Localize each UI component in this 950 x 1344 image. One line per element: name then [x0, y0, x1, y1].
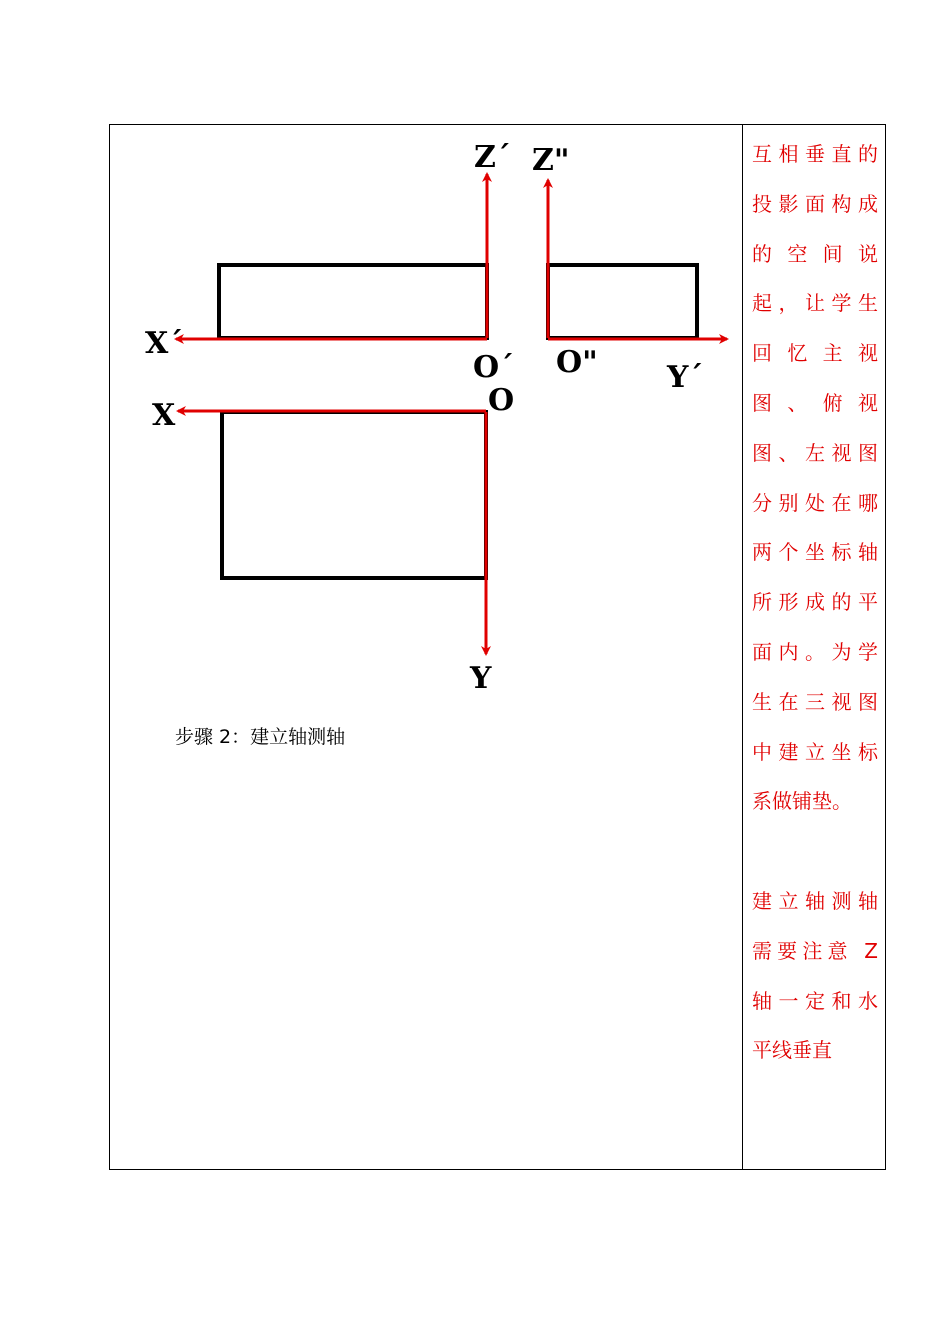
- x-prime-label: X´: [145, 326, 184, 361]
- y-label: Y: [470, 661, 492, 696]
- teaching-notes: [752, 130, 878, 1076]
- note-line: 面内。为学: [752, 639, 878, 664]
- note-line: 所形成的平: [752, 590, 878, 615]
- note-line: 起，让学生: [752, 291, 878, 316]
- note-line: 需要注意 Z: [752, 938, 878, 963]
- note-line: 中建立坐标: [752, 739, 878, 764]
- note-line: 轴一定和水: [752, 988, 878, 1013]
- note-line: 互相垂直的: [752, 142, 878, 166]
- note-line: 回忆主视: [752, 341, 878, 366]
- side-view-rect: [548, 265, 697, 338]
- z-prime-label: Z´: [474, 140, 511, 175]
- note-line: 建立轴测轴: [752, 888, 878, 913]
- top-view-rect: [222, 412, 486, 578]
- step-caption: 步骤 2：建立轴测轴: [175, 726, 346, 748]
- x-label: X: [152, 398, 176, 433]
- o-double-prime-label: O": [556, 345, 598, 380]
- o-label: O: [488, 383, 515, 418]
- note-line: 图、俯视: [752, 390, 878, 415]
- note-paragraph-gap: [752, 827, 878, 877]
- o-prime-label: O´: [473, 350, 515, 385]
- note-line: 生在三视图: [752, 689, 878, 714]
- note-line: 系做铺垫。: [752, 789, 852, 814]
- y-prime-label: Y´: [667, 360, 704, 395]
- front-view-rect: [219, 265, 487, 338]
- note-line: 投影面构成: [752, 191, 878, 216]
- note-line: 的空间说: [752, 241, 878, 266]
- note-line: 平线垂直: [752, 1038, 832, 1063]
- z-double-prime-label: Z": [532, 143, 570, 178]
- note-line: 图、左视图: [752, 440, 878, 465]
- note-line: 两个坐标轴: [752, 540, 878, 565]
- note-line: 分别处在哪: [752, 490, 878, 515]
